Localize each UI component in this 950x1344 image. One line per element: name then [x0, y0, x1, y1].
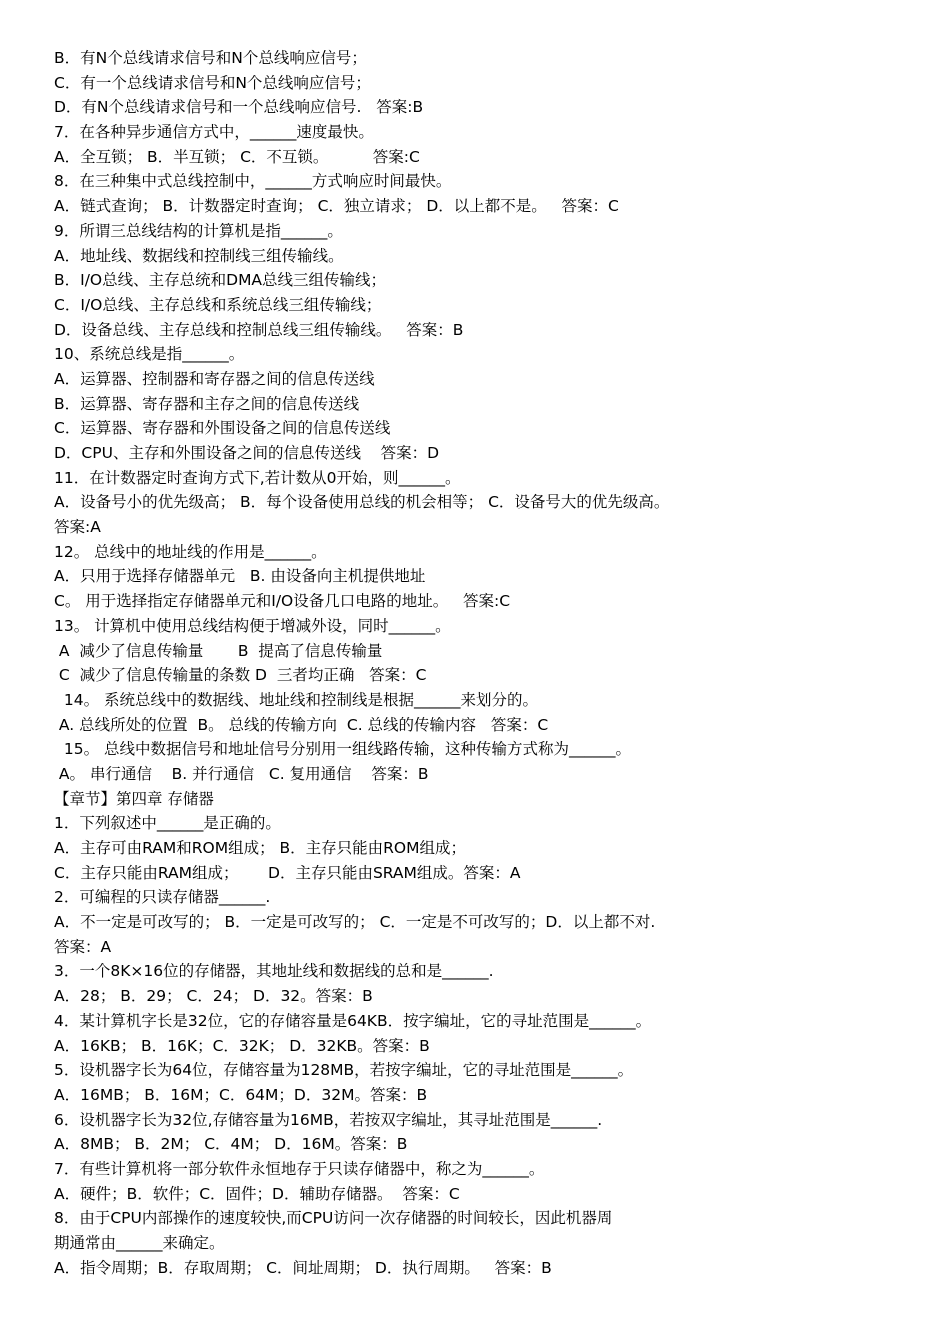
question-line: 7．有些计算机将一部分软件永恒地存于只读存储器中，称之为______。	[54, 1159, 545, 1178]
text-line: A．全互锁； B．半互锁； C．不互锁。 答案:C	[54, 147, 420, 166]
text-line: C．有一个总线请求信号和N个总线响应信号；	[54, 73, 371, 92]
text-line: D．设备总线、主存总线和控制总线三组传输线。 答案：B	[54, 320, 464, 339]
text-line: B．有N个总线请求信号和N个总线响应信号；	[54, 49, 367, 67]
text-line: A．28； B．29； C．24； D．32。答案：B	[54, 987, 373, 1006]
text-line: A．设备号小的优先级高； B．每个设备使用总线的机会相等； C．设备号大的优先级高。	[54, 493, 670, 512]
section-heading: 【章节】第四章 存储器	[54, 789, 214, 808]
text-line: C．主存只能由RAM组成； D．主存只能由SRAM组成。答案：A	[54, 863, 521, 882]
text-line: B．运算器、寄存器和主存之间的信息传送线	[54, 394, 360, 413]
text-line: A．只用于选择存储器单元 B. 由设备向主机提供地址	[54, 567, 426, 586]
text-line: A．链式查询； B．计数器定时查询； C．独立请求； D．以上都不是。 答案：C	[54, 197, 619, 216]
text-line: A. 总线所处的位置 B。 总线的传输方向 C. 总线的传输内容 答案：C	[54, 715, 549, 734]
text-line: A．主存可由RAM和ROM组成； B．主存只能由ROM组成；	[54, 839, 466, 857]
text-line: A．8MB； B．2M； C．4M； D．16M。答案：B	[54, 1135, 408, 1154]
text-line: A．不一定是可改写的； B．一定是可改写的； C．一定是不可改写的；D．以上都不对.	[54, 913, 656, 932]
text-line: A．硬件；B．软件；C．固件；D．辅助存储器。 答案：C	[54, 1184, 460, 1203]
question-line: 1．下列叙述中______是正确的。	[54, 814, 281, 833]
question-line: 7．在各种异步通信方式中，______速度最快。	[54, 123, 374, 142]
text-line: A。 串行通信 B. 并行通信 C. 复用通信 答案：B	[54, 764, 429, 783]
text-line: C。 用于选择指定存储器单元和I/O设备几口电路的地址。 答案:C	[54, 592, 511, 611]
text-line: B．I/O总线、主存总统和DMA总线三组传输线；	[54, 271, 387, 290]
question-line: 6．设机器字长为32位,存储容量为16MB，若按双字编址，其寻址范围是______.	[54, 1110, 603, 1129]
question-line: 2．可编程的只读存储器______.	[54, 888, 271, 907]
text-line: A．地址线、数据线和控制线三组传输线。	[54, 246, 344, 265]
text-line: A．运算器、控制器和寄存器之间的信息传送线	[54, 369, 375, 388]
text-line: C．运算器、寄存器和外围设备之间的信息传送线	[54, 419, 391, 438]
question-line: 8．由于CPU内部操作的速度较快,而CPU访问一次存储器的时间较长，因此机器周	[54, 1209, 613, 1228]
question-line: 9．所谓三总线结构的计算机是指______。	[54, 221, 343, 240]
text-line: 期通常由______来确定。	[54, 1234, 225, 1252]
question-line: 13。 计算机中使用总线结构便于增减外设，同时______。	[54, 616, 451, 635]
answer-line: 答案:A	[54, 518, 101, 537]
question-line: 11．在计数器定时查询方式下,若计数从0开始，则______。	[54, 468, 461, 487]
question-line: 10、系统总线是指______。	[54, 345, 245, 364]
text-line: A．16MB； B．16M；C．64M；D．32M。答案：B	[54, 1085, 428, 1104]
question-line: 3．一个8K×16位的存储器，其地址线和数据线的总和是______.	[54, 962, 494, 981]
text-line: A．指令周期；B．存取周期； C．间址周期； D．执行周期。 答案：B	[54, 1258, 552, 1277]
text-line: D．CPU、主存和外围设备之间的信息传送线 答案：D	[54, 444, 440, 462]
question-line: 8．在三种集中式总线控制中，______方式响应时间最快。	[54, 172, 452, 191]
text-line: C 减少了信息传输量的条数 D 三者均正确 答案：C	[54, 666, 427, 685]
question-line: 5．设机器字长为64位，存储容量为128MB，若按字编址，它的寻址范围是______。	[54, 1061, 634, 1080]
question-line: 12。 总线中的地址线的作用是______。	[54, 542, 327, 561]
question-line: 15。 总线中数据信号和地址信号分别用一组线路传输，这种传输方式称为______。	[54, 740, 632, 759]
answer-line: 答案：A	[54, 937, 112, 956]
text-line: A 减少了信息传输量 B 提高了信息传输量	[54, 641, 383, 660]
text-line: D．有N个总线请求信号和一个总线响应信号. 答案:B	[54, 98, 424, 117]
text-line: C．I/O总线、主存总线和系统总线三组传输线；	[54, 295, 382, 314]
text-line: A．16KB； B．16K；C．32K； D．32KB。答案：B	[54, 1036, 430, 1055]
question-line: 4．某计算机字长是32位，它的存储容量是64KB．按字编址，它的寻址范围是______。	[54, 1011, 652, 1030]
question-line: 14。 系统总线中的数据线、地址线和控制线是根据______来划分的。	[54, 690, 539, 709]
